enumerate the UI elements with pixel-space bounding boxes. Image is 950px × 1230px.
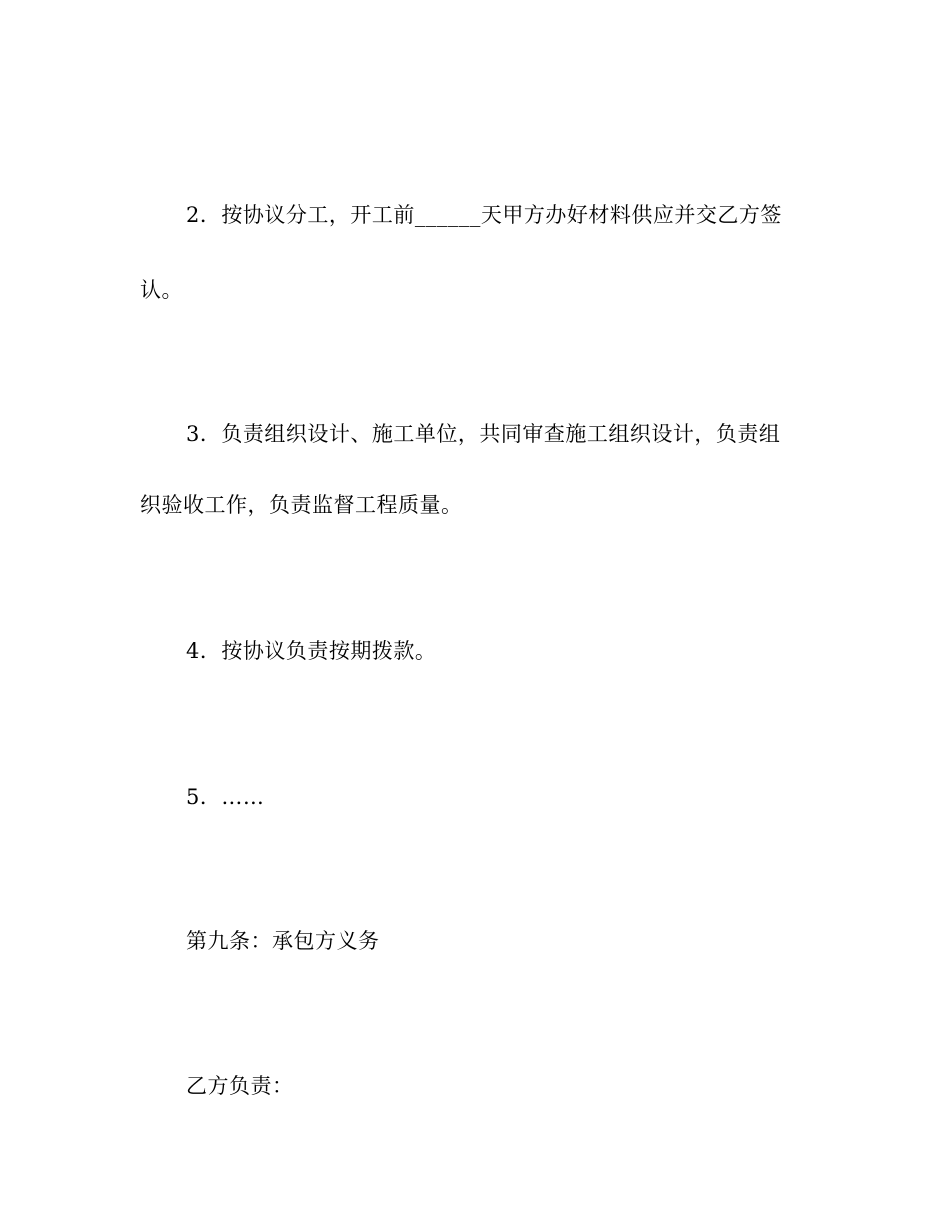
paragraph-2-line-2: 认。	[140, 278, 183, 302]
paragraph-3-line-2: 织验收工作，负责监督工程质量。	[140, 493, 463, 517]
paragraph-2-line-1: 2．按协议分工，开工前______天甲方办好材料供应并交乙方签	[186, 203, 782, 227]
paragraph-4: 4．按协议负责按期拨款。	[186, 639, 437, 663]
article-9-heading: 第九条：承包方义务	[186, 929, 380, 953]
paragraph-3-line-1: 3．负责组织设计、施工单位，共同审查施工组织设计，负责组	[186, 422, 781, 446]
paragraph-5: 5．……	[186, 785, 265, 809]
party-b-label: 乙方负责：	[186, 1074, 294, 1098]
